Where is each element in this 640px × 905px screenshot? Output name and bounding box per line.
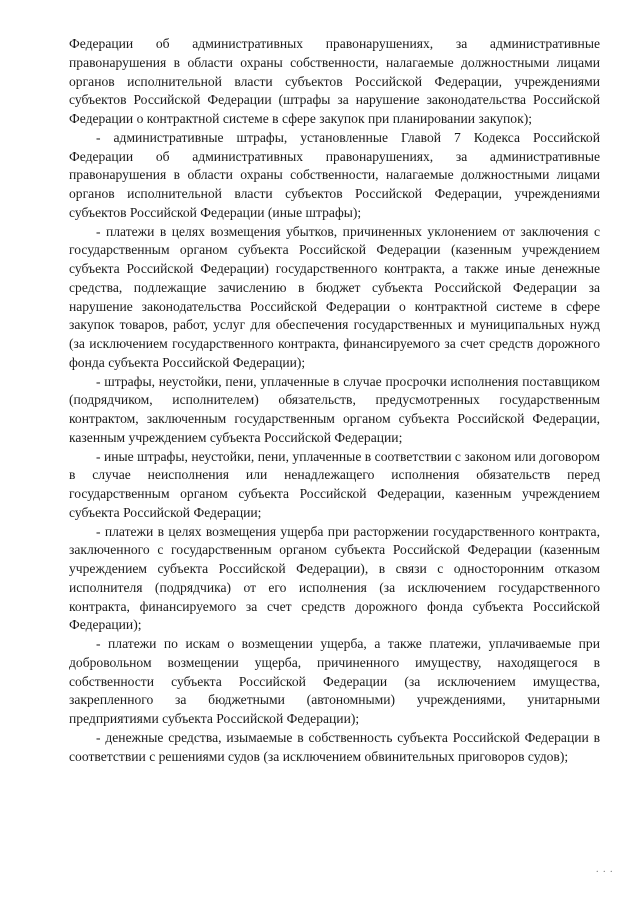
paragraph-7: - платежи по искам о возмещении ущерба, а также платежи, уплачиваемые при добровольном возмещении ущерба, причиненного имуществу, находящегося в собственности субъекта Российской Федерации (за исключением имущества, закрепленного за бюджетными (автономными) учреждениями, унитарными предприятиями субъекта Российской Федерации); (69, 636, 600, 726)
scan-dots-mark: . . . (596, 864, 614, 875)
paragraph-6: - платежи в целях возмещения ущерба при расторжении государственного контракта, заключенного с государственным органом субъекта Российской Федерации (казенным учреждением субъекта Российской Федерации), в связи с односторонним отказом исполнителя (подрядчика) от его исполнения (за исключением государственного контракта, финансируемого за счет средств дорожного фонда субъекта Российской Федерации); (69, 523, 600, 633)
paragraph-1: Федерации об административных правонарушениях, за административные правонарушения в области охраны собственности, налагаемые должностными лицами органов исполнительной власти субъектов Российской Федерации, учреждениями субъектов Российской Федерации (штрафы за нарушение законодательства Российской Федерации о контрактной системе в сфере закупок при планировании закупок); (69, 36, 600, 126)
paragraph-2: - административные штрафы, установленные Главой 7 Кодекса Российской Федерации об административных правонарушениях, за административные правонарушения в области охраны собственности, налагаемые должностными лицами органов исполнительной власти субъектов Российской Федерации, учреждениями субъектов Российской Федерации (иные штрафы); (69, 129, 600, 220)
paragraph-5: - иные штрафы, неустойки, пени, уплаченные в соответствии с законом или договором в случае неисполнения или ненадлежащего исполнения обязательств перед государственным органом субъекта Российской Федерации, казенным учреждением субъекта Российской Федерации; (69, 448, 600, 520)
paragraph-8: - денежные средства, изымаемые в собственность субъекта Российской Федерации в соответствии с решениями судов (за исключением обвинительных приговоров судов); (69, 729, 600, 764)
paragraph-3: - платежи в целях возмещения убытков, причиненных уклонением от заключения с государственным органом субъекта Российской Федерации (казенным учреждением субъекта Российской Федерации) государственного контракта, а также иные денежные средства, подлежащие зачислению в бюджет субъекта Российской Федерации за нарушение законодательства Российской Федерации о контрактной системе в сфере закупок товаров, работ, услуг для обеспечения государственных и муниципальных нужд (за исключением государственного контракта, финансируемого за счет средств дорожного фонда субъекта Российской Федерации); (69, 223, 600, 370)
paragraph-4: - штрафы, неустойки, пени, уплаченные в случае просрочки исполнения поставщиком (подрядчиком, исполнителем) обязательств, предусмотренных государственным контрактом, заключенным государственным органом субъекта Российской Федерации, казенным учреждением субъекта Российской Федерации; (69, 373, 600, 445)
document-page (69, 35, 600, 766)
